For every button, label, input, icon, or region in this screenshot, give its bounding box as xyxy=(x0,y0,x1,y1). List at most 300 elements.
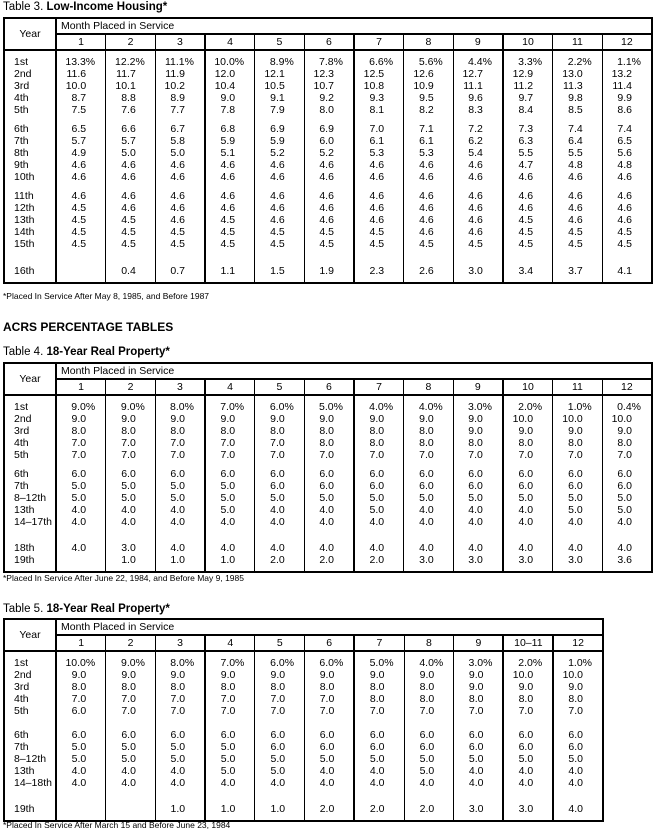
value-cell: 6.0 xyxy=(454,741,504,753)
spacer-cell xyxy=(155,461,205,468)
value-cell: 4.6 xyxy=(553,171,603,183)
value-cell: 4.7 xyxy=(503,159,553,171)
spacer-cell xyxy=(106,789,156,803)
table-name: Low-Income Housing* xyxy=(46,1,168,13)
value-cell: 4.6 xyxy=(453,226,503,238)
value-cell: 5.0 xyxy=(404,492,454,504)
value-cell: 6.0 xyxy=(304,135,354,147)
value-cell: 8.0% xyxy=(155,657,205,669)
spacer-cell xyxy=(453,566,503,572)
value-cell: 6.0 xyxy=(354,729,404,741)
spacer-cell xyxy=(553,183,603,190)
value-cell: 4.0 xyxy=(155,542,205,554)
value-cell: 4.6 xyxy=(205,190,255,202)
year-cell: 14–17th xyxy=(4,516,56,528)
spacer-cell xyxy=(404,717,454,729)
value-cell: 9.9 xyxy=(602,92,652,104)
month-header: Month Placed in Service xyxy=(56,619,603,635)
spacer-cell xyxy=(404,789,454,803)
spacer-cell xyxy=(106,183,156,190)
value-cell: 4.0 xyxy=(155,765,205,777)
value-cell: 7.7 xyxy=(155,104,205,116)
value-cell: 4.6 xyxy=(106,202,156,214)
value-cell: 4.6 xyxy=(354,214,404,226)
table-row xyxy=(4,413,652,425)
value-cell: 11.3 xyxy=(553,80,603,92)
value-cell: 7.8 xyxy=(205,104,255,116)
value-cell: 9.3 xyxy=(354,92,404,104)
value-cell: 11.1% xyxy=(155,56,205,68)
value-cell: 4.0 xyxy=(602,516,652,528)
value-cell: 7.0 xyxy=(106,693,156,705)
value-cell: 6.0 xyxy=(553,480,603,492)
month-column-header: 3 xyxy=(155,379,205,395)
month-column-header: 2 xyxy=(106,34,156,50)
value-cell: 4.6 xyxy=(553,190,603,202)
value-cell: 5.0 xyxy=(255,765,305,777)
value-cell: 4.6 xyxy=(404,190,454,202)
value-cell: 2.0 xyxy=(354,554,404,566)
value-cell: 4.0 xyxy=(155,516,205,528)
value-cell: 7.0 xyxy=(106,449,156,461)
value-cell: 4.0 xyxy=(404,777,454,789)
spacer-cell xyxy=(255,789,305,803)
month-column-header: 9 xyxy=(454,635,504,651)
year-cell: 3rd xyxy=(4,80,56,92)
table-row xyxy=(4,226,652,238)
value-cell: 6.5 xyxy=(602,135,652,147)
value-cell: 4.6 xyxy=(155,171,205,183)
value-cell: 9.0 xyxy=(155,669,205,681)
year-cell: 8th xyxy=(4,147,56,159)
value-cell: 3.4 xyxy=(503,265,553,277)
spacer-cell xyxy=(4,717,56,729)
table-3-footnote: *Placed In Service After May 8, 1985, and Before 1987 xyxy=(3,291,210,301)
table-row xyxy=(4,214,652,226)
value-cell: 2.0 xyxy=(255,554,305,566)
spacer-cell xyxy=(56,789,106,803)
spacer-cell xyxy=(404,183,454,190)
value-cell: 4.5 xyxy=(56,202,106,214)
value-cell: 5.0 xyxy=(155,147,205,159)
value-cell: 4.6 xyxy=(354,171,404,183)
value-cell: 7.0 xyxy=(106,437,156,449)
value-cell: 3.0 xyxy=(553,554,603,566)
value-cell: 3.3% xyxy=(503,56,553,68)
value-cell: 4.6 xyxy=(255,159,305,171)
month-column-header: 8 xyxy=(404,34,454,50)
value-cell: 8.0 xyxy=(354,681,404,693)
value-cell: 4.5 xyxy=(602,226,652,238)
table-row xyxy=(4,135,652,147)
table-3-title xyxy=(3,1,167,13)
spacer-cell xyxy=(354,461,404,468)
table-row xyxy=(4,681,603,693)
value-cell: 9.0 xyxy=(255,413,305,425)
value-cell: 1.0 xyxy=(155,554,205,566)
year-cell: 6th xyxy=(4,729,56,741)
month-column-header: 8 xyxy=(404,635,454,651)
value-cell: 4.0 xyxy=(255,542,305,554)
value-cell: 5.0 xyxy=(106,753,156,765)
spacer-cell xyxy=(106,250,156,265)
value-cell: 7.0 xyxy=(155,705,205,717)
year-cell: 4th xyxy=(4,92,56,104)
value-cell: 3.0% xyxy=(453,401,503,413)
month-column-header: 7 xyxy=(354,635,404,651)
spacer-cell xyxy=(354,717,404,729)
value-cell: 0.4% xyxy=(602,401,652,413)
spacer-cell xyxy=(155,116,205,123)
value-cell: 5.0 xyxy=(304,492,354,504)
value-cell: 9.1 xyxy=(255,92,305,104)
spacer-cell xyxy=(453,528,503,542)
value-cell: 4.5 xyxy=(553,238,603,250)
value-cell: 3.0 xyxy=(503,554,553,566)
table-row xyxy=(4,92,652,104)
value-cell: 5.0 xyxy=(553,753,603,765)
spacer-cell xyxy=(4,789,56,803)
value-cell: 7.0 xyxy=(453,449,503,461)
value-cell: 8.0 xyxy=(354,693,404,705)
value-cell: 4.5 xyxy=(106,226,156,238)
value-cell: 9.0 xyxy=(255,669,305,681)
value-cell: 6.0 xyxy=(255,480,305,492)
spacer-cell xyxy=(404,250,454,265)
spacer-cell xyxy=(404,461,454,468)
value-cell: 9.0 xyxy=(553,425,603,437)
spacer-cell xyxy=(305,789,355,803)
value-cell: 11.1 xyxy=(453,80,503,92)
month-column-header: 5 xyxy=(255,34,305,50)
value-cell: 10.0% xyxy=(205,56,255,68)
value-cell: 9.0 xyxy=(205,669,255,681)
value-cell: 7.2 xyxy=(453,123,503,135)
month-column-header: 6 xyxy=(304,34,354,50)
value-cell: 8.0% xyxy=(155,401,205,413)
value-cell: 5.0 xyxy=(56,741,106,753)
value-cell: 7.0 xyxy=(305,693,355,705)
value-cell: 10.0 xyxy=(503,413,553,425)
spacer-cell xyxy=(106,566,156,572)
value-cell: 4.0 xyxy=(503,765,553,777)
value-cell: 6.7 xyxy=(155,123,205,135)
value-cell: 1.5 xyxy=(255,265,305,277)
value-cell: 6.0 xyxy=(354,480,404,492)
value-cell: 6.0 xyxy=(503,741,553,753)
value-cell: 5.6 xyxy=(602,147,652,159)
value-cell: 6.0 xyxy=(503,468,553,480)
month-column-header: 6 xyxy=(304,379,354,395)
year-header: Year xyxy=(4,363,56,395)
value-cell: 4.0 xyxy=(553,777,603,789)
table-row xyxy=(4,741,603,753)
value-cell: 7.0 xyxy=(155,437,205,449)
value-cell: 4.0 xyxy=(56,504,106,516)
value-cell: 4.6 xyxy=(304,171,354,183)
year-cell: 1st xyxy=(4,401,56,413)
value-cell xyxy=(56,554,106,566)
table-row xyxy=(4,657,603,669)
value-cell: 3.7 xyxy=(553,265,603,277)
value-cell: 9.8 xyxy=(553,92,603,104)
table-row xyxy=(4,669,603,681)
spacer-cell xyxy=(205,528,255,542)
year-cell: 14–18th xyxy=(4,777,56,789)
value-cell: 8.0 xyxy=(553,693,603,705)
spacer-cell xyxy=(255,717,305,729)
spacer-cell xyxy=(155,250,205,265)
spacer-cell xyxy=(304,566,354,572)
value-cell: 5.0 xyxy=(453,492,503,504)
table-row xyxy=(4,68,652,80)
month-column-header: 10 xyxy=(503,34,553,50)
year-cell: 7th xyxy=(4,741,56,753)
value-cell: 5.5 xyxy=(553,147,603,159)
table-row xyxy=(4,159,652,171)
value-cell: 8.6 xyxy=(602,104,652,116)
value-cell: 7.0 xyxy=(255,705,305,717)
table-row xyxy=(4,265,652,277)
year-cell: 2nd xyxy=(4,68,56,80)
value-cell: 4.0 xyxy=(454,765,504,777)
value-cell: 6.0 xyxy=(404,468,454,480)
value-cell: 13.3% xyxy=(56,56,106,68)
spacer-cell xyxy=(404,116,454,123)
value-cell: 7.0 xyxy=(354,705,404,717)
value-cell: 5.9 xyxy=(205,135,255,147)
value-cell: 0.4 xyxy=(106,265,156,277)
table-4-18-year-real-property xyxy=(3,362,653,573)
value-cell: 6.0 xyxy=(553,468,603,480)
table-row xyxy=(4,147,652,159)
value-cell: 4.0 xyxy=(56,542,106,554)
value-cell: 4.6 xyxy=(106,159,156,171)
value-cell: 6.0 xyxy=(155,468,205,480)
value-cell: 4.5 xyxy=(205,226,255,238)
value-cell: 1.0 xyxy=(155,803,205,815)
value-cell: 4.0 xyxy=(354,516,404,528)
year-cell: 9th xyxy=(4,159,56,171)
value-cell: 5.0 xyxy=(305,753,355,765)
value-cell: 4.5 xyxy=(453,238,503,250)
spacer-cell xyxy=(205,461,255,468)
value-cell: 10.9 xyxy=(404,80,454,92)
value-cell: 4.5 xyxy=(56,214,106,226)
value-cell: 5.0 xyxy=(155,492,205,504)
spacer-cell xyxy=(453,277,503,283)
value-cell: 7.0 xyxy=(255,693,305,705)
spacer-cell xyxy=(106,277,156,283)
value-cell: 7.0 xyxy=(255,449,305,461)
value-cell: 8.0 xyxy=(454,693,504,705)
value-cell: 4.5 xyxy=(404,238,454,250)
value-cell: 4.6 xyxy=(404,226,454,238)
value-cell: 6.5 xyxy=(56,123,106,135)
value-cell: 5.0 xyxy=(106,147,156,159)
spacer-cell xyxy=(354,183,404,190)
spacer-cell xyxy=(454,717,504,729)
value-cell: 9.0 xyxy=(354,669,404,681)
value-cell: 7.0 xyxy=(404,705,454,717)
value-cell: 6.9 xyxy=(304,123,354,135)
value-cell: 4.6 xyxy=(106,190,156,202)
value-cell: 9.0 xyxy=(602,425,652,437)
table-row xyxy=(4,693,603,705)
year-cell: 8–12th xyxy=(4,492,56,504)
value-cell: 4.6 xyxy=(304,214,354,226)
value-cell: 7.0 xyxy=(205,693,255,705)
table-row xyxy=(4,425,652,437)
value-cell: 4.0 xyxy=(56,516,106,528)
value-cell: 4.8 xyxy=(553,159,603,171)
value-cell: 6.6% xyxy=(354,56,404,68)
value-cell: 8.4 xyxy=(503,104,553,116)
value-cell: 2.2% xyxy=(553,56,603,68)
table-row xyxy=(4,468,652,480)
value-cell: 2.3 xyxy=(354,265,404,277)
table-row xyxy=(4,492,652,504)
value-cell: 7.0 xyxy=(205,449,255,461)
year-cell: 13th xyxy=(4,214,56,226)
spacer-cell xyxy=(205,116,255,123)
value-cell: 6.0 xyxy=(454,729,504,741)
table-row xyxy=(4,480,652,492)
spacer-cell xyxy=(4,250,56,265)
spacer-cell xyxy=(304,528,354,542)
table-row xyxy=(4,803,603,815)
value-cell: 6.0 xyxy=(553,729,603,741)
spacer-cell xyxy=(503,461,553,468)
spacer-cell xyxy=(503,815,553,821)
value-cell: 4.6 xyxy=(255,202,305,214)
spacer-cell xyxy=(106,116,156,123)
month-column-header: 2 xyxy=(106,379,156,395)
value-cell: 9.0 xyxy=(454,681,504,693)
table-row xyxy=(4,729,603,741)
spacer-cell xyxy=(56,717,106,729)
value-cell: 5.1 xyxy=(205,147,255,159)
spacer-cell xyxy=(4,461,56,468)
value-cell: 10.8 xyxy=(354,80,404,92)
value-cell: 5.0 xyxy=(205,480,255,492)
value-cell: 3.0 xyxy=(404,554,454,566)
value-cell: 8.9% xyxy=(255,56,305,68)
value-cell: 7.0 xyxy=(553,449,603,461)
value-cell: 5.9 xyxy=(255,135,305,147)
value-cell: 5.0 xyxy=(602,492,652,504)
spacer-cell xyxy=(404,528,454,542)
month-column-header: 12 xyxy=(602,379,652,395)
month-column-header: 7 xyxy=(354,34,404,50)
value-cell: 5.0 xyxy=(454,753,504,765)
spacer-cell xyxy=(354,566,404,572)
value-cell: 4.5 xyxy=(503,238,553,250)
value-cell: 10.1 xyxy=(106,80,156,92)
value-cell: 7.0 xyxy=(354,123,404,135)
value-cell: 10.0 xyxy=(553,413,603,425)
value-cell: 7.0% xyxy=(205,657,255,669)
value-cell: 4.1 xyxy=(602,265,652,277)
value-cell: 11.6 xyxy=(56,68,106,80)
spacer-cell xyxy=(602,566,652,572)
value-cell: 10.0 xyxy=(56,80,106,92)
table-5-footnote: *Placed In Service After March 15 and Before June 23, 1984 xyxy=(3,820,231,830)
value-cell: 6.9 xyxy=(255,123,305,135)
value-cell: 4.6 xyxy=(503,190,553,202)
value-cell: 6.0 xyxy=(205,729,255,741)
value-cell: 4.0 xyxy=(255,516,305,528)
spacer-cell xyxy=(503,789,553,803)
value-cell: 5.0 xyxy=(56,492,106,504)
spacer-cell xyxy=(354,789,404,803)
value-cell: 6.0 xyxy=(453,468,503,480)
value-cell: 4.6 xyxy=(602,202,652,214)
value-cell: 8.0 xyxy=(255,681,305,693)
value-cell: 6.0 xyxy=(404,729,454,741)
spacer-cell xyxy=(553,789,603,803)
table-5-18-year-real-property xyxy=(3,618,604,822)
value-cell: 5.0 xyxy=(205,741,255,753)
spacer-cell xyxy=(4,116,56,123)
spacer-cell xyxy=(255,183,305,190)
value-cell: 8.0 xyxy=(304,425,354,437)
spacer-cell xyxy=(404,566,454,572)
value-cell: 8.0 xyxy=(155,681,205,693)
spacer-cell xyxy=(553,116,603,123)
month-column-header: 12 xyxy=(602,34,652,50)
spacer-cell xyxy=(404,277,454,283)
value-cell: 8.1 xyxy=(354,104,404,116)
value-cell: 4.0 xyxy=(553,803,603,815)
value-cell: 4.5 xyxy=(354,238,404,250)
value-cell: 1.0 xyxy=(255,803,305,815)
value-cell: 4.6 xyxy=(404,214,454,226)
value-cell: 3.0 xyxy=(453,265,503,277)
value-cell: 6.0 xyxy=(453,480,503,492)
value-cell: 4.0 xyxy=(304,516,354,528)
value-cell: 4.0 xyxy=(553,765,603,777)
value-cell: 4.6 xyxy=(453,190,503,202)
value-cell: 5.0 xyxy=(503,492,553,504)
value-cell: 7.0 xyxy=(155,693,205,705)
year-cell: 18th xyxy=(4,542,56,554)
value-cell: 4.6 xyxy=(304,202,354,214)
value-cell: 5.0 xyxy=(106,480,156,492)
value-cell: 8.0 xyxy=(205,425,255,437)
value-cell: 4.6 xyxy=(155,202,205,214)
value-cell: 6.0 xyxy=(503,480,553,492)
value-cell: 6.0 xyxy=(56,705,106,717)
spacer-cell xyxy=(503,528,553,542)
table-row xyxy=(4,554,652,566)
value-cell: 12.1 xyxy=(255,68,305,80)
value-cell: 5.0 xyxy=(255,492,305,504)
value-cell: 9.0 xyxy=(404,669,454,681)
value-cell: 5.8 xyxy=(155,135,205,147)
month-column-header: 8 xyxy=(404,379,454,395)
value-cell: 7.0 xyxy=(503,449,553,461)
month-column-header: 1 xyxy=(56,635,106,651)
value-cell: 9.0 xyxy=(503,681,553,693)
year-cell: 5th xyxy=(4,449,56,461)
value-cell: 6.1 xyxy=(404,135,454,147)
value-cell: 4.5 xyxy=(205,214,255,226)
table-row xyxy=(4,504,652,516)
value-cell: 10.0% xyxy=(56,657,106,669)
spacer-cell xyxy=(255,528,305,542)
table-row xyxy=(4,56,652,68)
